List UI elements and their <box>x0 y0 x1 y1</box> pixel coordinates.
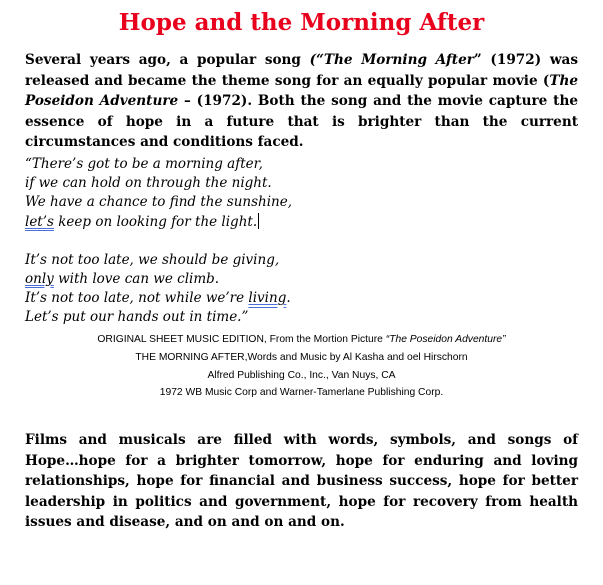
closing-line: issues and disease, and on and on and on. <box>25 514 345 530</box>
credit-line <box>0 331 603 349</box>
lyric-text: with love can we climb. <box>53 271 220 288</box>
lyric-line: We have a chance to find the sunshine, <box>25 194 292 211</box>
closing-paragraph <box>25 430 578 533</box>
movie-title-part: Poseidon Adventure <box>25 93 179 109</box>
stanza-gap <box>25 232 525 251</box>
lyric-line: if we can hold on through the night. <box>25 175 272 192</box>
lyric-line: Let’s put our hands out in time.” <box>25 309 249 326</box>
lyric-line <box>25 289 525 308</box>
intro-paragraph <box>25 50 578 153</box>
intro-text: Several years ago, a popular song <box>25 52 310 68</box>
lyrics-block <box>25 155 525 328</box>
spellcheck-word[interactable]: only <box>25 271 54 288</box>
song-title: (“The Morning After <box>309 52 474 68</box>
spellcheck-word[interactable]: let’s <box>25 213 54 230</box>
intro-line: essence of hope in a future that is brighter than the current <box>25 113 578 130</box>
credit-text: ORIGINAL SHEET MUSIC EDITION, From the Mortion Picture <box>97 334 386 345</box>
movie-title-part: The <box>549 72 578 89</box>
lyric-line: “There’s got to be a morning after, <box>25 156 263 172</box>
lyric-text: . <box>286 290 291 307</box>
intro-line <box>25 71 578 92</box>
lyric-text: It’s not too late, not while we’re <box>25 290 249 307</box>
credits-block <box>0 331 603 402</box>
lyric-text: keep on looking for the light. <box>53 213 258 230</box>
intro-line <box>25 50 578 71</box>
text-cursor <box>258 213 259 229</box>
credit-line: THE MORNING AFTER,Words and Music by Al Kasha and oel Hirschorn <box>135 351 468 363</box>
credit-line: 1972 WB Music Corp and Warner-Tamerlane Publishing Corp. <box>159 387 444 399</box>
closing-line: leadership in politics and government, hope for recovery from health <box>25 493 578 510</box>
credit-line: Alfred Publishing Co., Inc., Van Nuys, CA <box>207 369 396 381</box>
lyric-line <box>25 213 525 232</box>
intro-text: released and became the theme song for an equally popular movie ( <box>25 72 550 89</box>
intro-line <box>25 91 578 112</box>
intro-line: circumstances and conditions faced. <box>25 134 304 150</box>
lyric-line: It’s not too late, we should be giving, <box>25 251 280 268</box>
lyric-line <box>25 270 525 289</box>
closing-line: Hope…hope for a brighter tomorrow, hope for enduring and loving <box>25 452 578 469</box>
closing-line: Films and musicals are filled with words, symbols, and songs of <box>25 432 578 448</box>
movie-title: “The Poseidon Adventure” <box>385 334 506 345</box>
intro-text: ” (1972) was <box>473 52 578 68</box>
closing-line: relationships, hope for financial and business success, hope for better <box>25 473 578 489</box>
page-title: Hope and the Morning After <box>118 9 485 36</box>
spellcheck-word[interactable]: living <box>248 290 287 307</box>
intro-text: – (1972). Both the song and the movie capture the <box>178 93 578 109</box>
